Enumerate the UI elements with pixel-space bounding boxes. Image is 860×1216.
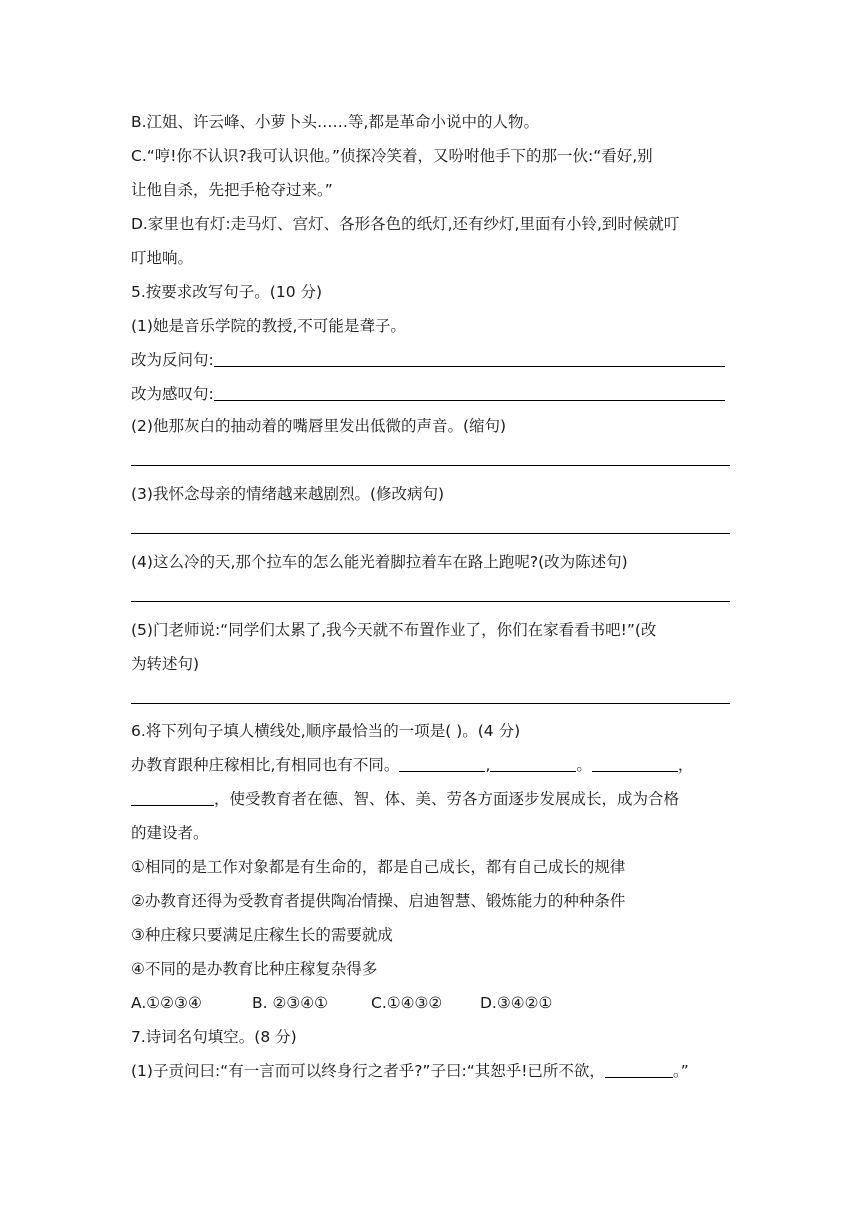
q7-blank-1[interactable] <box>605 1062 673 1078</box>
q5-1b-label: 改为感叹句: <box>131 385 214 403</box>
q4-option-d-line1: D.家里也有灯:走马灯、宫灯、各形各色的纸灯,还有纱灯,里面有小铃,到时候就叮 <box>131 215 680 233</box>
q6-choices <box>131 993 631 1013</box>
q6-choice-c[interactable]: C.①④③② <box>371 994 443 1012</box>
q7-title: 7.诗词名句填空。(8 分) <box>131 1028 297 1046</box>
q6-blank-1[interactable] <box>399 756 485 772</box>
q5-title: 5.按要求改写句子。(10 分) <box>131 283 323 301</box>
q5-1a-row <box>131 350 725 370</box>
q4-option-b: B.江姐、许云峰、小萝卜头……等,都是革命小说中的人物。 <box>131 113 539 131</box>
q6-choice-b[interactable]: B. ②③④① <box>252 994 329 1012</box>
q7-item-1 <box>131 1061 689 1081</box>
q4-option-c-line1: C.“哼!你不认识?我可认识他。”侦探冷笑着，又吩咐他手下的那一伙:“看好,别 <box>131 147 653 165</box>
q6-body-text-2: ，使受教育者在德、智、体、美、劳各方面逐步发展成长，成为合格 <box>214 790 680 808</box>
q7-item-1-text: (1)子贡问曰:“有一言而可以终身行之者乎?”子曰:“其恕乎!已所不欲， <box>131 1062 605 1080</box>
q6-choice-a[interactable]: A.①②③④ <box>131 994 202 1012</box>
q6-body-line2 <box>131 789 679 809</box>
q5-item-2: (2)他那灰白的抽动着的嘴唇里发出低微的声音。(缩句) <box>131 417 507 435</box>
q6-blank-4[interactable] <box>131 790 214 806</box>
q6-body-line1 <box>131 755 693 775</box>
q6-option-1: ①相同的是工作对象都是有生命的，都是自己成长，都有自己成长的规律 <box>131 858 626 876</box>
q6-blank-3[interactable] <box>592 756 678 772</box>
q6-option-4: ④不同的是办教育比种庄稼复杂得多 <box>131 960 378 978</box>
q5-1a-label: 改为反问句: <box>131 351 214 369</box>
q5-item-5-line1: (5)门老师说:“同学们太累了,我今天就不布置作业了，你们在家看看书吧!”(改 <box>131 621 657 639</box>
answer-line-rhetorical[interactable] <box>214 351 725 367</box>
q4-option-c-line2: 让他自杀，先把手枪夺过来。” <box>131 181 333 199</box>
q6-choice-d[interactable]: D.③④②① <box>480 994 553 1012</box>
q6-option-3: ③种庄稼只要满足庄稼生长的需要就成 <box>131 926 393 944</box>
q5-item-5-line2: 为转述句) <box>131 655 200 673</box>
q6-blank-2[interactable] <box>490 756 576 772</box>
q6-body-text: 办教育跟种庄稼相比,有相同也有不同。 <box>131 756 400 774</box>
q5-1b-row <box>131 384 725 404</box>
q6-option-2: ②办教育还得为受教育者提供陶冶情操、启迪智慧、锻炼能力的种种条件 <box>131 892 626 910</box>
q6-title: 6.将下列句子填人横线处,顺序最恰当的一项是( )。(4 分) <box>131 722 521 740</box>
q6-period: 。 <box>576 756 592 774</box>
answer-line-q5-4[interactable] <box>131 601 730 602</box>
answer-line-q5-2[interactable] <box>131 465 730 466</box>
q5-item-4: (4)这么冷的天,那个拉车的怎么能光着脚拉着车在路上跑呢?(改为陈述句) <box>131 553 628 571</box>
q5-item-1: (1)她是音乐学院的教授,不可能是聋子。 <box>131 317 406 335</box>
answer-line-q5-3[interactable] <box>131 533 730 534</box>
q6-comma-2: ， <box>677 756 694 774</box>
answer-line-exclamation[interactable] <box>214 385 725 401</box>
answer-line-q5-5[interactable] <box>131 703 730 704</box>
q6-comma: , <box>485 756 491 774</box>
q7-item-1-end: 。” <box>672 1062 689 1080</box>
q5-item-3: (3)我怀念母亲的情绪越来越剧烈。(修改病句) <box>131 485 445 503</box>
q6-body-line3: 的建设者。 <box>131 824 209 842</box>
q4-option-d-line2: 叮地响。 <box>131 249 194 267</box>
